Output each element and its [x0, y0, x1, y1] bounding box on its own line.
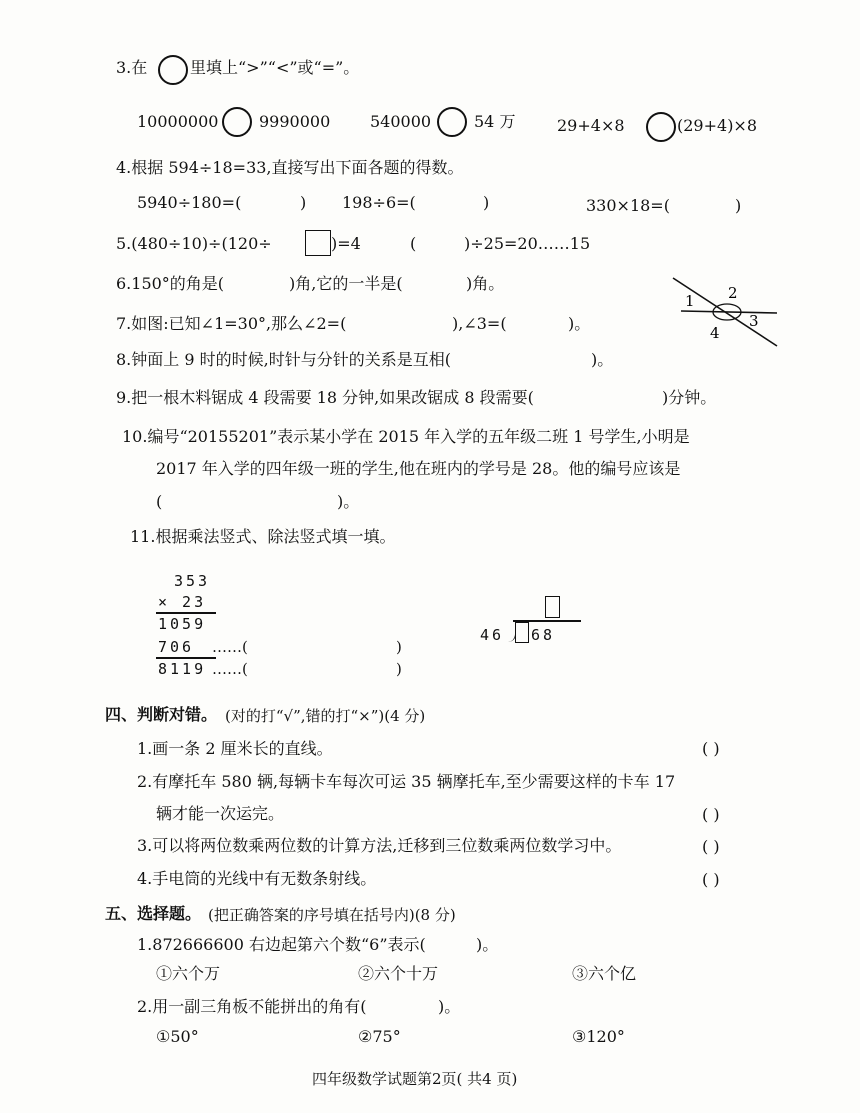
s4-paren-1[interactable]: ( ) — [702, 739, 720, 758]
s5-q2: 2.用一副三角板不能拼出的角有( — [137, 997, 367, 1016]
s5-q2-opt-3[interactable]: ③120° — [572, 1027, 625, 1046]
mult-paren-close-2: ) — [396, 660, 402, 678]
q6-mid: )角,它的一半是( — [289, 274, 403, 293]
q4c: 330×18=( — [586, 196, 670, 215]
q3a-left: 10000000 — [137, 112, 219, 131]
q4a: 5940÷180=( — [137, 193, 242, 212]
q10-line2: 2017 年入学的四年级一班的学生,他在班内的学号是 28。他的编号应该是 — [156, 459, 681, 478]
mult-partial-2-dots: ……( — [212, 638, 248, 656]
division-divisor: 46 — [480, 626, 505, 644]
q6-end: )角。 — [466, 274, 505, 293]
s4-item-4: 4.手电筒的光线中有无数条射线。 — [137, 869, 377, 888]
figure-label-4: 4 — [710, 324, 720, 342]
mult-product: 8119 — [158, 660, 207, 678]
q7-mid: ),∠3=( — [452, 314, 507, 333]
section5-note: (把正确答案的序号填在括号内)(8 分) — [208, 906, 456, 924]
mult-multiplicand: 353 — [174, 572, 211, 590]
compare-circle[interactable] — [158, 55, 188, 85]
q5-part1: 5.(480÷10)÷(120÷ — [116, 234, 272, 253]
mult-multiplier: × 23 — [158, 593, 207, 611]
s4-item-1: 1.画一条 2 厘米长的直线。 — [137, 739, 333, 758]
section4-title: 四、判断对错。 — [105, 705, 218, 724]
section4-note: (对的打“√”,错的打“×”)(4 分) — [225, 707, 426, 725]
q10-line3: ( — [156, 492, 163, 511]
q9-end: )分钟。 — [662, 388, 717, 407]
figure-label-2: 2 — [728, 284, 738, 302]
s5-q1-opt-2[interactable]: ②六个十万 — [358, 964, 439, 983]
mult-product-dots: ……( — [212, 660, 248, 678]
q5-answer-box[interactable] — [305, 230, 331, 256]
figure-label-3: 3 — [749, 312, 759, 330]
q5-part3: ( — [410, 234, 417, 253]
q4c-close: ) — [735, 196, 742, 215]
q3-prompt-2: 里填上“>”“<”或“=”。 — [190, 58, 360, 77]
compare-circle-a[interactable] — [222, 107, 252, 137]
division-dividend-box[interactable] — [515, 622, 529, 643]
q4b: 198÷6=( — [342, 193, 416, 212]
q3b-right: 54 万 — [474, 112, 516, 131]
q4b-close: ) — [483, 193, 490, 212]
s5-q2-opt-1[interactable]: ①50° — [156, 1027, 199, 1046]
s4-item-2: 2.有摩托车 580 辆,每辆卡车每次可运 35 辆摩托车,至少需要这样的卡车 17 — [137, 772, 676, 791]
q5-part2: )=4 — [331, 234, 361, 253]
q3c-left: 29+4×8 — [557, 116, 625, 135]
q8-text: 8.钟面上 9 时的时候,时针与分针的关系是互相( — [116, 350, 451, 369]
s5-q1-opt-3[interactable]: ③六个亿 — [572, 964, 637, 983]
page-footer: 四年级数学试题第2页( 共4 页) — [312, 1070, 518, 1088]
compare-circle-c[interactable] — [646, 112, 676, 142]
s5-q2-end: )。 — [438, 997, 461, 1016]
q4a-close: ) — [300, 193, 307, 212]
angle-figure — [655, 270, 790, 355]
s4-paren-2[interactable]: ( ) — [702, 805, 720, 824]
s5-q2-opt-2[interactable]: ②75° — [358, 1027, 401, 1046]
q11-text: 11.根据乘法竖式、除法竖式填一填。 — [130, 527, 396, 546]
q3b-left: 540000 — [370, 112, 432, 131]
q3-prompt: 3.在 — [116, 58, 148, 77]
q6-text: 6.150°的角是( — [116, 274, 225, 293]
s5-q1: 1.872666600 右边起第六个数“6”表示( — [137, 935, 426, 954]
q10-line1: 10.编号“20155201”表示某小学在 2015 年入学的五年级二班 1 号学生,小明是 — [122, 427, 690, 446]
s4-paren-3[interactable]: ( ) — [702, 837, 720, 856]
s5-q1-end: )。 — [476, 935, 499, 954]
mult-partial-2: 706 — [158, 638, 195, 656]
q7-text: 7.如图:已知∠1=30°,那么∠2=( — [116, 314, 347, 333]
q8-end: )。 — [591, 350, 614, 369]
section5-title: 五、选择题。 — [105, 904, 202, 923]
compare-circle-b[interactable] — [437, 107, 467, 137]
s4-item-3: 3.可以将两位数乘两位数的计算方法,迁移到三位数乘两位数学习中。 — [137, 836, 622, 855]
q3a-right: 9990000 — [259, 112, 331, 131]
s4-item-2b: 辆才能一次运完。 — [156, 804, 285, 823]
q3c-right: (29+4)×8 — [677, 116, 758, 135]
q9-text: 9.把一根木料锯成 4 段需要 18 分钟,如果改锯成 8 段需要( — [116, 388, 534, 407]
q7-end: )。 — [568, 314, 591, 333]
figure-label-1: 1 — [685, 292, 695, 310]
q5-part4: )÷25=20……15 — [464, 234, 591, 253]
s4-paren-4[interactable]: ( ) — [702, 870, 720, 889]
division-quotient-box[interactable] — [545, 596, 560, 618]
division-dividend-rest: 68 — [531, 626, 556, 644]
mult-partial-1: 1059 — [158, 615, 207, 633]
figure-line-2 — [681, 311, 777, 313]
s5-q1-opt-1[interactable]: ①六个万 — [156, 964, 221, 983]
mult-paren-close-1: ) — [396, 638, 402, 656]
q4-prompt: 4.根据 594÷18=33,直接写出下面各题的得数。 — [116, 158, 464, 177]
q10-line3-end: )。 — [337, 492, 360, 511]
